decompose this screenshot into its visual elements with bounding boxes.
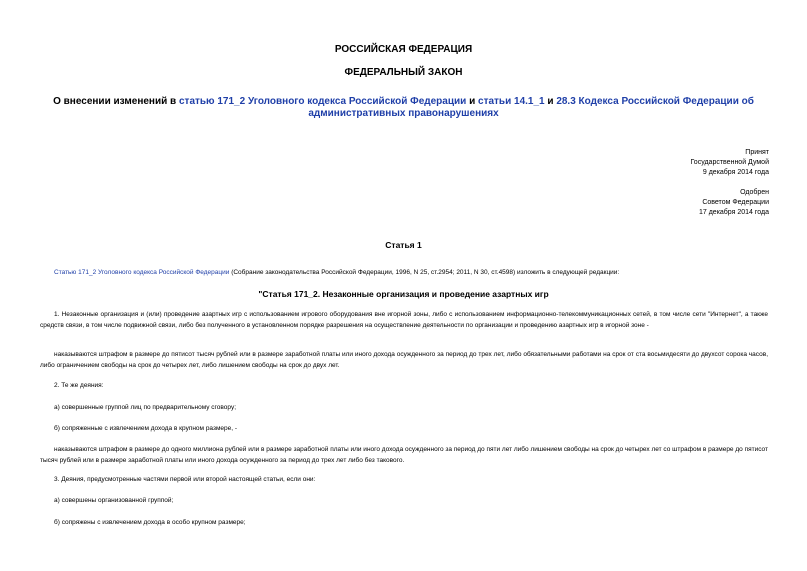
- intro-text: (Собрание законодательства Российской Федерации, 1996, N 25, ст.2954; 2011, N 30, ст.4598) изложить в следующей редакции:: [229, 269, 620, 276]
- doc-type-heading: ФЕДЕРАЛЬНЫЙ ЗАКОН: [344, 67, 463, 78]
- paragraph: 3. Деяния, предусмотренные частями первой или второй настоящей статьи, если они:: [54, 476, 316, 483]
- approval-block: [699, 188, 769, 218]
- paragraph: б) сопряженные с извлечением дохода в крупном размере, -: [54, 425, 238, 432]
- paragraph: а) совершенные группой лиц по предварительному сговору;: [54, 404, 236, 411]
- title-link-article-14[interactable]: статьи 14.1_1: [478, 96, 545, 107]
- title-conjunction: и: [466, 96, 479, 107]
- paragraph: 1. Незаконные организация и (или) проведение азартных игр с использованием игрового оборудования вне игорной зоны, либо с использованием информационно-телекоммуникационных сетей, в том числе сети "Интернет", а также средств связи, в том числе подвижной связи, либо без полученного в установленном порядке разрешения на осуществление деятельности по организации и проведению азартных игр в игорной зоне -: [40, 311, 768, 329]
- paragraph: б) сопряжены с извлечением дохода в особо крупном размере;: [54, 519, 246, 526]
- adoption-line-3: 9 декабря 2014 года: [702, 169, 769, 176]
- adoption-block: [690, 148, 769, 178]
- paragraph: наказываются штрафом в размере до одного миллиона рублей или в размере заработной платы или иного дохода осужденного за период до пяти лет либо лишением свободы на срок до четырех лет со штрафом в размере до пятисот тысяч рублей или в размере заработной платы или иного дохода осужденного за период до трех лет либо без такового.: [40, 446, 768, 464]
- approval-line-3: 17 декабря 2014 года: [698, 209, 769, 216]
- approval-line-2: Советом Федерации: [702, 199, 769, 206]
- article-intro: [54, 267, 768, 278]
- law-title: [40, 96, 767, 120]
- paragraph: 2. Те же деяния:: [54, 382, 104, 389]
- paragraph: а) совершены организованной группой;: [54, 497, 174, 504]
- article-heading: Статья 1: [385, 240, 422, 250]
- title-link-criminal-code[interactable]: статью 171_2 Уголовного кодекса Российской Федерации: [178, 96, 467, 107]
- paragraph: наказываются штрафом в размере до пятисот тысяч рублей или в размере заработной платы или иного дохода осужденного за период до трех лет, либо обязательными работами на срок от ста восьмидесяти до двухсот сорока часов, либо ограничением свободы на срок до четырех лет, либо лишением свободы на срок до двух лет.: [40, 351, 768, 369]
- adoption-line-1: Принят: [745, 149, 769, 156]
- title-prefix: О внесении изменений в: [53, 96, 179, 107]
- title-conjunction-2: и: [544, 96, 557, 107]
- approval-line-1: Одобрен: [740, 189, 769, 196]
- title-link-koap[interactable]: 28.3 Кодекса Российской Федерации об административных правонарушениях: [308, 96, 754, 119]
- country-heading: РОССИЙСКАЯ ФЕДЕРАЦИЯ: [334, 44, 473, 55]
- article-subtitle: "Статья 171_2. Незаконные организация и проведение азартных игр: [258, 289, 549, 299]
- intro-link-criminal-code[interactable]: Статью 171_2 Уголовного кодекса Российской Федерации: [54, 269, 230, 276]
- adoption-line-2: Государственной Думой: [690, 159, 769, 166]
